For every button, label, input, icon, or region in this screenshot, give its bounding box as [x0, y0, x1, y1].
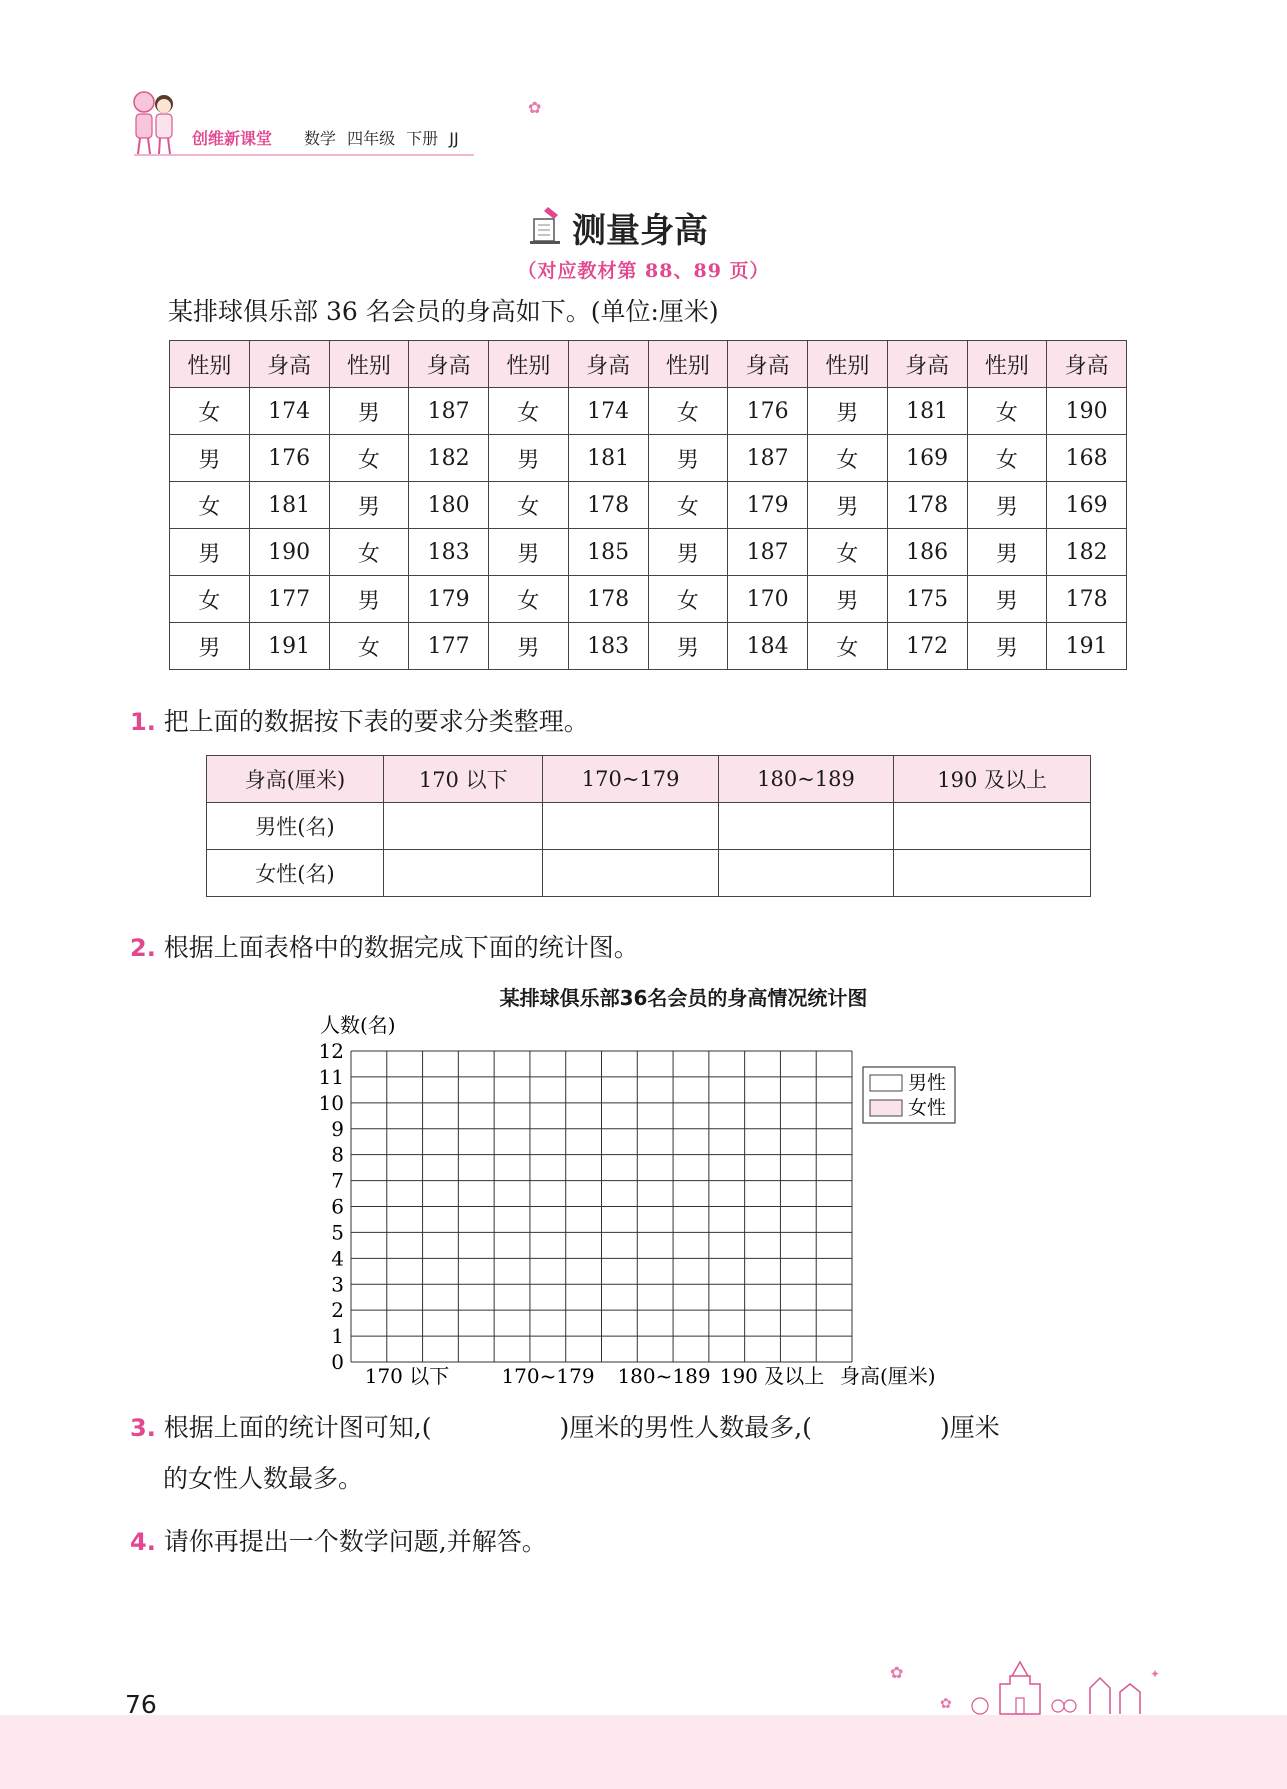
column-header: 身高: [568, 341, 648, 388]
height-cell: 181: [568, 435, 648, 482]
y-axis-label: 人数(名): [320, 1013, 396, 1037]
table-row: [170, 529, 1127, 576]
height-cell: 168: [1047, 435, 1127, 482]
question-number: 2.: [130, 934, 156, 962]
gender-cell: 女: [489, 388, 569, 435]
answer-cell[interactable]: [543, 850, 718, 897]
x-tick-label: 170~179: [501, 1364, 595, 1388]
svg-text:✦: ✦: [1150, 1667, 1161, 1681]
svg-text:✿: ✿: [940, 1696, 952, 1712]
chart-grid: [351, 1051, 852, 1362]
answer-cell[interactable]: [894, 803, 1091, 850]
table-row: [170, 576, 1127, 623]
chart-title: 某排球俱乐部36名会员的身高情况统计图: [499, 986, 868, 1010]
height-cell: 169: [887, 435, 967, 482]
question-text: 把上面的数据按下表的要求分类整理。: [163, 707, 589, 736]
question-number: 1.: [130, 708, 156, 736]
gender-cell: 男: [808, 576, 888, 623]
column-header: 性别: [170, 341, 250, 388]
height-data-table: [169, 340, 1127, 670]
gender-cell: 女: [170, 388, 250, 435]
height-cell: 191: [1047, 623, 1127, 670]
height-cell: 174: [568, 388, 648, 435]
table-body: [170, 388, 1127, 670]
y-tick-label: 4: [331, 1246, 344, 1271]
height-cell: 181: [249, 482, 329, 529]
gender-cell: 女: [329, 435, 409, 482]
question-text-part2: )厘米的男性人数最多,(: [559, 1413, 812, 1442]
height-cell: 191: [249, 623, 329, 670]
height-cell: 169: [1047, 482, 1127, 529]
height-cell: 190: [249, 529, 329, 576]
question-3: [130, 1408, 1000, 1444]
y-tick-label: 8: [331, 1142, 344, 1167]
y-tick-label: 7: [331, 1168, 344, 1193]
column-header: 身高: [249, 341, 329, 388]
gender-cell: 男: [170, 435, 250, 482]
height-cell: 187: [409, 388, 489, 435]
column-header: 身高: [409, 341, 489, 388]
gender-cell: 男: [329, 482, 409, 529]
row-header: 女性(名): [207, 850, 384, 897]
header-divider: [134, 154, 474, 156]
question-4: [130, 1522, 547, 1558]
gender-cell: 男: [329, 388, 409, 435]
gender-cell: 男: [489, 529, 569, 576]
gender-cell: 女: [967, 435, 1047, 482]
height-cell: 179: [409, 576, 489, 623]
kids-logo-icon: [126, 86, 182, 158]
gender-cell: 男: [489, 435, 569, 482]
castle-decoration-icon: [880, 1648, 1180, 1718]
height-cell: 178: [1047, 576, 1127, 623]
gender-cell: 女: [170, 482, 250, 529]
gender-cell: 男: [967, 623, 1047, 670]
x-tick-label: 180~189: [617, 1364, 711, 1388]
height-cell: 190: [1047, 388, 1127, 435]
gender-cell: 女: [648, 482, 728, 529]
page-title: 测量身高: [572, 211, 708, 251]
y-tick-label: 11: [318, 1064, 344, 1089]
table-row: [170, 388, 1127, 435]
height-cell: 185: [568, 529, 648, 576]
y-tick-label: 0: [331, 1350, 344, 1374]
table-row: [170, 482, 1127, 529]
page-number: 76: [125, 1690, 157, 1719]
column-header: 性别: [648, 341, 728, 388]
column-header: 性别: [329, 341, 409, 388]
table-row: [170, 435, 1127, 482]
textbook-reference: （对应教材第 88、89 页）: [517, 260, 770, 282]
column-header: 身高: [1047, 341, 1127, 388]
gender-cell: 女: [489, 482, 569, 529]
column-header: 170~179: [543, 756, 718, 803]
question-number: 4.: [130, 1528, 156, 1556]
legend-swatch-male: [870, 1075, 902, 1091]
gender-cell: 男: [648, 623, 728, 670]
height-cell: 175: [887, 576, 967, 623]
question-3-line2: 的女性人数最多。: [163, 1464, 364, 1493]
answer-cell[interactable]: [894, 850, 1091, 897]
height-cell: 180: [409, 482, 489, 529]
y-tick-label: 3: [331, 1272, 344, 1297]
legend-label-female: 女性: [908, 1097, 947, 1119]
height-cell: 174: [249, 388, 329, 435]
gender-cell: 男: [967, 529, 1047, 576]
answer-cell[interactable]: [718, 850, 893, 897]
x-axis: [365, 1364, 825, 1388]
y-tick-label: 12: [318, 1039, 344, 1063]
table-header-row: [170, 341, 1127, 388]
gender-cell: 男: [489, 623, 569, 670]
chart-legend: [863, 1067, 955, 1123]
height-cell: 176: [728, 388, 808, 435]
y-tick-label: 10: [318, 1090, 344, 1115]
gender-cell: 女: [329, 529, 409, 576]
height-cell: 181: [887, 388, 967, 435]
gender-cell: 女: [648, 576, 728, 623]
bar-chart[interactable]: [300, 1005, 1000, 1395]
table-row: [207, 803, 1091, 850]
gender-cell: 男: [170, 623, 250, 670]
height-cell: 177: [409, 623, 489, 670]
height-cell: 187: [728, 529, 808, 576]
course-info: 数学 四年级 下册 JJ: [304, 129, 459, 148]
height-cell: 176: [249, 435, 329, 482]
column-header: 身高: [728, 341, 808, 388]
gender-cell: 男: [808, 388, 888, 435]
height-cell: 179: [728, 482, 808, 529]
gender-cell: 男: [648, 529, 728, 576]
y-tick-label: 2: [331, 1298, 344, 1323]
height-cell: 182: [1047, 529, 1127, 576]
question-text: 根据上面表格中的数据完成下面的统计图。: [163, 933, 639, 962]
answer-cell[interactable]: [718, 803, 893, 850]
gender-cell: 女: [489, 576, 569, 623]
gender-cell: 女: [329, 623, 409, 670]
table-header-row: [207, 756, 1091, 803]
y-tick-label: 5: [331, 1220, 344, 1245]
gender-cell: 女: [170, 576, 250, 623]
height-cell: 184: [728, 623, 808, 670]
y-axis: [319, 1039, 344, 1374]
height-cell: 172: [887, 623, 967, 670]
question-text: 请你再提出一个数学问题,并解答。: [163, 1527, 547, 1556]
footer-band: [0, 1715, 1287, 1789]
height-cell: 170: [728, 576, 808, 623]
gender-cell: 女: [808, 435, 888, 482]
column-header: 180~189: [718, 756, 893, 803]
legend-swatch-female: [870, 1100, 902, 1116]
lesson-icon: [530, 205, 562, 245]
gender-cell: 男: [808, 482, 888, 529]
question-text-part1: 根据上面的统计图可知,(: [163, 1413, 432, 1442]
y-tick-label: 6: [331, 1194, 344, 1219]
column-header: 身高(厘米): [207, 756, 384, 803]
gender-cell: 男: [170, 529, 250, 576]
gender-cell: 女: [808, 623, 888, 670]
summary-table: [206, 755, 1091, 897]
brand-name: 创维新课堂: [192, 129, 273, 148]
gender-cell: 女: [648, 388, 728, 435]
column-header: 性别: [967, 341, 1047, 388]
gender-cell: 男: [967, 482, 1047, 529]
svg-text:✿: ✿: [890, 1663, 904, 1682]
height-cell: 186: [887, 529, 967, 576]
table-row: [170, 623, 1127, 670]
x-tick-label: 190 及以上: [719, 1364, 825, 1388]
gender-cell: 女: [967, 388, 1047, 435]
gender-cell: 男: [329, 576, 409, 623]
answer-cell[interactable]: [384, 850, 543, 897]
x-axis-label: 身高(厘米): [840, 1364, 936, 1388]
height-cell: 178: [568, 482, 648, 529]
answer-cell[interactable]: [543, 803, 718, 850]
legend-label-male: 男性: [908, 1072, 947, 1094]
x-tick-label: 170 以下: [364, 1364, 450, 1388]
column-header: 性别: [808, 341, 888, 388]
column-header: 190 及以上: [894, 756, 1091, 803]
question-number: 3.: [130, 1414, 156, 1442]
table-row: [207, 850, 1091, 897]
column-header: 170 以下: [384, 756, 543, 803]
height-cell: 183: [568, 623, 648, 670]
gender-cell: 男: [648, 435, 728, 482]
height-cell: 178: [887, 482, 967, 529]
answer-cell[interactable]: [384, 803, 543, 850]
question-text-part3: )厘米: [939, 1413, 1000, 1442]
column-header: 性别: [489, 341, 569, 388]
flower-icon: ✿: [528, 98, 542, 117]
column-header: 身高: [887, 341, 967, 388]
gender-cell: 女: [808, 529, 888, 576]
intro-text: 某排球俱乐部 36 名会员的身高如下。(单位:厘米): [168, 297, 719, 326]
height-cell: 183: [409, 529, 489, 576]
y-tick-label: 1: [331, 1324, 344, 1349]
height-cell: 177: [249, 576, 329, 623]
y-tick-label: 9: [331, 1116, 344, 1141]
row-header: 男性(名): [207, 803, 384, 850]
height-cell: 182: [409, 435, 489, 482]
question-1: [130, 702, 589, 738]
gender-cell: 男: [967, 576, 1047, 623]
height-cell: 178: [568, 576, 648, 623]
height-cell: 187: [728, 435, 808, 482]
question-2: [130, 928, 639, 964]
